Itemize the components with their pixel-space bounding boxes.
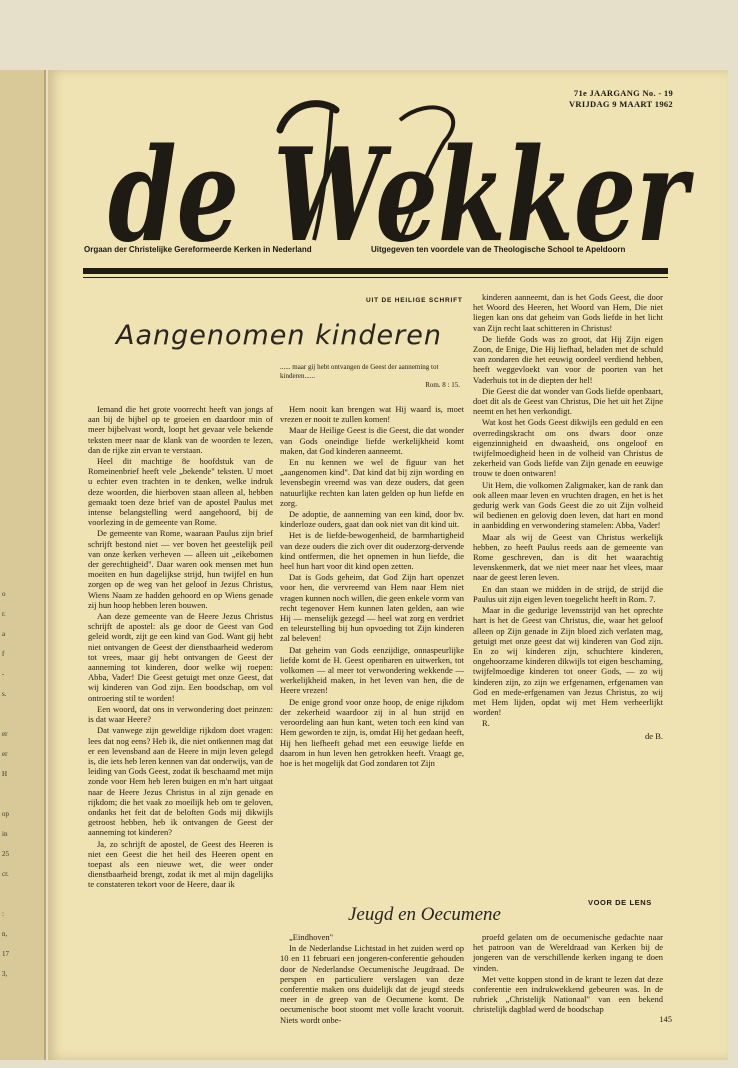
paragraph: Het is de liefde-bewogenheid, de barmhartigheid van deze ouders die zich over dit ouderzorg-dervende kind ontfermen, die het opnemen in hun liefde, die heel hun hart voor dit kind open zetten. <box>280 530 464 572</box>
paragraph: Een woord, dat ons in verwondering doet peinzen: is dat waar Heere? <box>88 703 273 725</box>
article-column-2 <box>280 404 464 769</box>
spine-fragment: cr. <box>2 870 9 878</box>
paragraph: Met vette koppen stond in de krant te lezen dat deze conferentie een indrukwekkend gebeuren was. In de rubriek „Christelijk Nationaal" van een bekend christelijk dagblad werd de boodschap <box>473 973 663 1015</box>
spine-fragment: a <box>2 630 6 638</box>
paragraph: In de Nederlandse Lichtstad in het zuiden werd op 10 en 11 februari een jongeren-conferentie gehouden door de Nederlandse Oecumenische Jeugdraad. De perspen en particuliere verslagen van deze conferentie maken ons duidelijk dat de jeugd steeds meer in de greep van de Oecumene komt. De oecumenische boot stoomt met volle kracht vooruit. Niets wordt onbe- <box>280 943 464 1025</box>
paragraph: En dan staan we midden in de strijd, de strijd die Paulus uit zijn eigen leven toegelicht heeft in Rom. 7. <box>473 583 663 604</box>
spine-fragment: in <box>2 830 8 838</box>
subtitle-left: Orgaan der Christelijke Gereformeerde Kerken in Nederland <box>84 245 312 254</box>
spine-fragment: r. <box>2 610 6 618</box>
spine-fragment: er <box>2 750 8 758</box>
masthead-rule-thin <box>83 277 668 278</box>
spine-fragment: H <box>2 770 8 778</box>
paragraph: proefd gelaten om de oecumenische gedachte naar het patroon van de Wereldraad van Kerken bij de jongeren van de verschillende kerken ingang te doen vinden. <box>473 932 663 973</box>
subtitle-right: Uitgegeven ten voordele van de Theologische School te Apeldoorn <box>371 245 626 254</box>
spine-fragment: 25 <box>2 850 9 858</box>
issue-volume: 71e JAARGANG No. - 19 <box>573 88 673 98</box>
spine-fragment: 3, <box>2 970 8 978</box>
spine-fragment: er <box>2 730 8 738</box>
paragraph: kinderen aanneemt, dan is het Gods Geest, die door het Woord des Heeren, het Woord van Hem, Die niet liegen kan ons dat geheim van Gods liefde in het licht van Zijn recht laat schitteren in Christus! <box>473 292 663 333</box>
spine-fragment: s. <box>2 690 7 698</box>
paragraph: Wat kost het Gods Geest dikwijls een geduld en een overredingskracht om ons dwars door onze eigenzinnigheid en dwaasheid, ons ongeloof en twijfelmoedigheid heen in de volheid van Christus de zekerheid van Gods liefde van Zijn genade en eeuwige trouw te doen ontwaren! <box>473 417 663 479</box>
paragraph: Aan deze gemeente van de Heere Jezus Christus schrijft de apostel: als ge door de Geest van God geleid wordt, zijt ge een kind van God. Want gij hebt niet ontvangen de Geest der dienstbaarheid wederom tot vrees, maar gij hebt ontvangen de Geest der aanneming tot kinderen, door welke wij roepen: Abba, Vader! Die Geest getuigt met onze Geest, dat wij kinderen van God zijn. Een boodschap, om vol ontroering stil te worden! <box>88 611 273 703</box>
paragraph: R. <box>482 718 490 729</box>
paragraph: De liefde Gods was zo groot, dat Hij Zijn eigen Zoon, de Enige, Die Hij liefhad, beladen met de schuld van zondaren die het eeuwig oordeel verdiend hebben, heeft weggevloekt van voor de poorten van het Vaderhuis tot in de diepten der hel! <box>473 333 663 385</box>
section-title: Jeugd en Oecumene <box>348 904 501 925</box>
epigraph-reference: Rom. 8 : 15. <box>425 381 460 389</box>
paragraph: De gemeente van Rome, waaraan Paulus zijn brief schrijft bestond niet — ver boven het geestelijk peil van onze kerken verheven — alleen uit „eikebomen der gerechtigheid". Daar waren ook mensen met hun moeiten en hun dagelijkse strijd, hun twijfel en hun zorgen op de weg van het geloof in Jezus Christus, Wiens Naam ze hadden gehoord en op Wiens genade zij hun hoop hebben leren bouwen. <box>88 528 273 610</box>
epigraph-text: ...... maar gij hebt ontvangen de Geest der aanneming tot kinderen...... <box>280 363 439 380</box>
paragraph: Maar als wij de Geest van Christus werkelijk hebben, zo heeft Paulus reeds aan de gemeente van Rome geschreven, dan is dit het waarachtig levenskenmerk, dat we niet meer naar het vlees, maar naar de geest leren leven. <box>473 531 663 583</box>
paragraph: Iemand die het grote voorrecht heeft van jongs af aan bij de bijbel op te groeien en daardoor min of meer bijbelvast wordt, loopt het gevaar vele bekende teksten meer naar de klank van de woorden te lezen, dan de rijke zin ervan te verstaan. <box>88 404 273 455</box>
spine-fragment: : <box>2 910 4 918</box>
spine-fragment: op <box>2 810 9 818</box>
paragraph: Dat vanwege zijn geweldige rijkdom doet vragen: lees dat nog eens? Heb ik, die niet ontkennen mag dat er een levensband aan de Heere in mijn leven gelegd is, die iets heb leren kennen van dat onderwijs, van de leiding van Gods Geest, zodat ik beschaamd met mijn zonde voor Hem heb leren buigen en m'n hart uitgaat naar de Heere Jezus Christus in al zijn genade en rijkdom; die het vaak zo moeilijk heb om te geloven, ondanks het feit dat de beloften Gods mij dikwijls getroost hebben, heb ik ontvangen de Geest der aanneming tot kinderen? <box>88 725 273 838</box>
paragraph: Maar in die gedurige levensstrijd van het oprechte hart is het de Geest van Christus, die, waar het geloof alleen op Zijn genade in Zijn bloed zich verlaten mag, getuigt met onze geest dat wij kinderen van God zijn. En zo wij kinderen zijn, schuchtere kinderen, ongehoorzame kinderen dikwijls tot eigen beschaming, twijfelmoedige kinderen tot oneer Gods, — zo wij kinderen zijn, zo zijn we erfgenamen, erfgenamen van God en mede-erfgenamen van Jezus Christus, zo wij met Hem lijden, opdat wij met Hem verheerlijkt worden! <box>473 605 663 718</box>
paragraph: Maar de Heilige Geest is die Geest, die dat wonder van Gods oneindige liefde werkelijkheid komt maken, dat God kinderen aanneemt. <box>280 425 464 456</box>
masthead-logo <box>100 90 700 255</box>
paragraph: „Eindhoven" <box>289 932 334 942</box>
article-title: Aangenomen kinderen <box>116 320 442 351</box>
previous-page-spine <box>0 70 46 1060</box>
newspaper-page <box>48 70 728 1060</box>
paragraph: De adoptie, de aanneming van een kind, door bv. kinderloze ouders, gaat dan ook niet van dit kind uit. <box>280 509 464 530</box>
paragraph: Uit Hem, die volkomen Zaligmaker, kan de rank dan ook alleen maar leven en vruchten dragen, en het is het gedurig werk van Gods Geest die zo uit Zijn volheid wil bedienen en gelovig doen leven, dat hart en mond in aanbidding en verwondering stamelen: Abba, Vader! <box>473 479 663 531</box>
article-signature: de B. <box>645 730 663 741</box>
page-number: 145 <box>659 1014 672 1024</box>
paragraph: Ja, zo schrijft de apostel, de Geest des Heeren is niet een Geest die het heil des Heeren opent en toepast als een nieuwe wet, die weer onder dienstbaarheid brengt, zodat ik met al mijn dagelijks te constateren tekort voor de Heere, daar ik <box>88 838 273 890</box>
spine-fragment: - <box>2 670 5 678</box>
section-column-2 <box>280 932 464 1026</box>
section-label: VOOR DE LENS <box>588 898 652 907</box>
article-column-1 <box>88 404 273 891</box>
spine-fragment: n, <box>2 930 8 938</box>
spine-fragment: f <box>2 650 5 658</box>
paragraph: De enige grond voor onze hoop, de enige rijkdom der zekerheid waardoor zij in al hun strijd en veroordeling aan hun kant, weten toch een kind van Hem geworden te zijn, is, omdat Hij het gedaan heeft, Hij hen liefheeft gehad met een eeuwige liefde en daarom in hun leven hen getrokken heeft. Vraagt ge, hoe is het mogelijk dat God zondaren tot Zijn <box>280 696 464 768</box>
paragraph: Dat is Gods geheim, dat God Zijn hart openzet voor hen, die vervreemd van Hem naar Hem niet vragen kunnen noch willen, die geen enkele vorm van recht tegenover Hem kunnen laten gelden, aan wie Hij — menselijk gezegd — heel wat zorg en verdriet en teleurstelling bij hun opvoeding tot Zijn kinderen zal beleven! <box>280 572 464 644</box>
masthead-rule-thick <box>83 268 668 274</box>
spine-fragment: o <box>2 590 6 598</box>
article-column-3-body <box>473 292 663 729</box>
paragraph: Die Geest die dat wonder van Gods liefde openbaart, doet dit als de Geest van Christus, Die het uit het Zijne neemt en het hen verkondigt. <box>473 385 663 417</box>
paragraph: En nu kennen we wel de figuur van het „aangenomen kind". Dat kind dat bij zijn wording en levensbegin vreemd was van deze ouders, dat geen natuurlijke rechten kan laten gelden op hun liefde en zorg. <box>280 457 464 508</box>
article-epigraph <box>280 363 460 390</box>
article-column-3 <box>473 292 663 741</box>
spine-fragment: 17 <box>2 950 9 958</box>
paragraph: Dat geheim van Gods eenzijdige, onnaspeurlijke liefde komt de H. Geest openbaren en uitwerken, tot volkomen — al meer tot verwondering wekkende — werkelijkheid maken, in het leven van hen, die de Heere vrezen! <box>280 644 464 696</box>
paragraph: Heel dit machtige 8e hoofdstuk van de Romeinenbrief heeft vele „bekende" teksten. U moet u echter even trachten in te denken, welke indruk deze woorden, die hierboven staan alleen al, hebben gemaakt toen deze brief van de apostel Paulus met intense belangstelling werd aangehoord, bij de voorlezing in de gemeente van Rome. <box>88 456 273 528</box>
section-column-3 <box>473 932 663 1016</box>
issue-date: VRIJDAG 9 MAART 1962 <box>568 99 673 109</box>
logo-text: de Wekker <box>108 121 695 255</box>
paragraph: Hem nooit kan brengen wat Hij waard is, moet vrezen er nooit te zullen komen! <box>280 404 464 425</box>
article-kicker: UIT DE HEILIGE SCHRIFT <box>366 297 463 304</box>
